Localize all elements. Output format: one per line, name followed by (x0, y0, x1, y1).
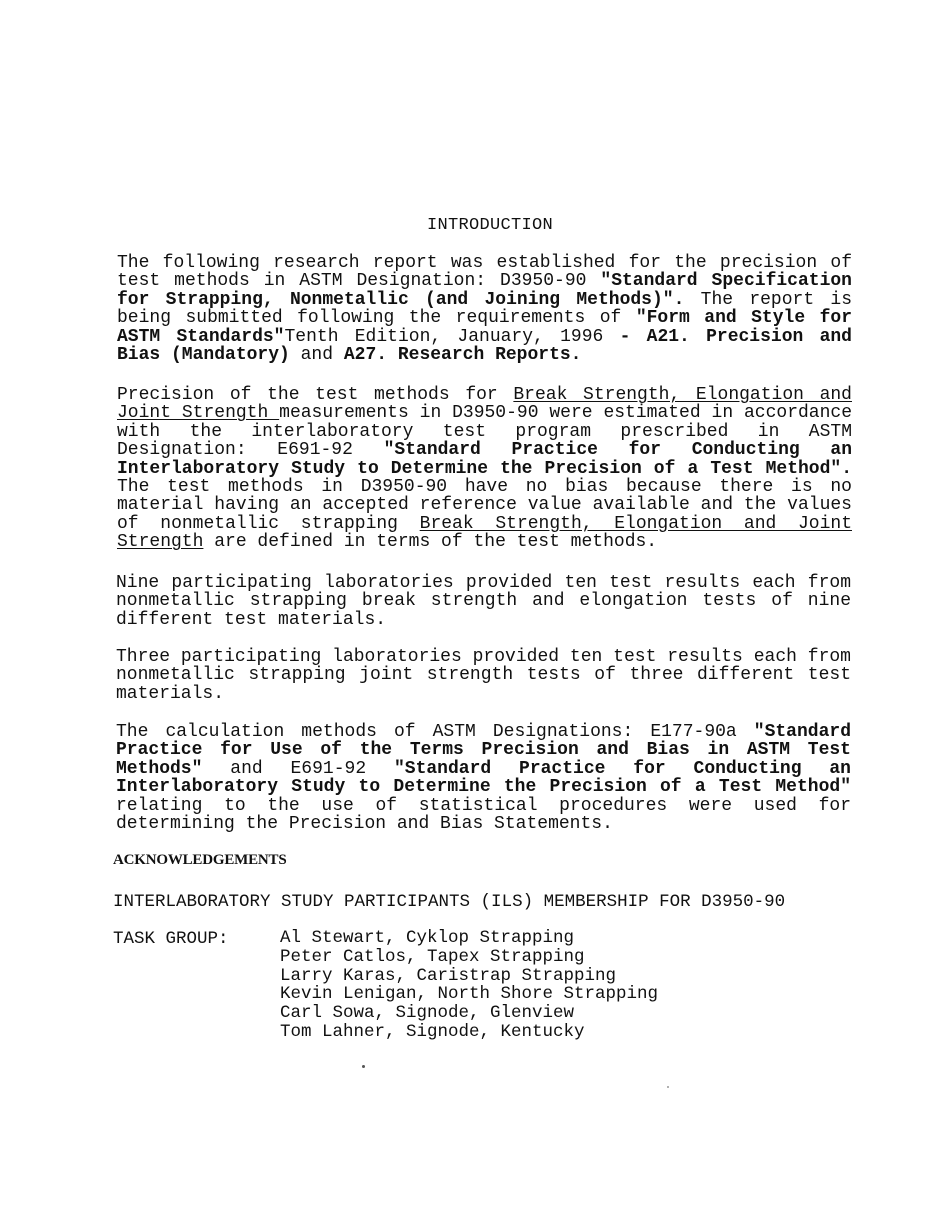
task-group-members (280, 929, 658, 1042)
bold-run: A27. Research Reports. (343, 345, 582, 366)
bold-run: "Standard Specification for Strapping, Nonmetallic (and Joining Methods)". (117, 271, 852, 310)
text-run: The following research report was established for the precision of test methods in ASTM Designation: D3950-90 (117, 253, 852, 292)
ils-heading: INTERLABORATORY STUDY PARTICIPANTS (ILS) MEMBERSHIP FOR D3950-90 (113, 892, 786, 912)
intro-paragraph-2 (117, 386, 852, 552)
underlined-run: Break Strength, Elongation and Joint Strength (117, 385, 852, 424)
text-run: relating to the use of statistical procedures were used for determining the Precision and Bias Statements. (116, 795, 851, 835)
bold-run: "Standard Practice for Conducting an Interlaboratory Study to Determine the Precision of a Test Method" (116, 758, 851, 798)
bold-run: - A21. Precision and Bias (Mandatory) (117, 326, 852, 366)
scan-speck (667, 1086, 669, 1088)
bold-run: "Standard Practice for Conducting an Interlaboratory Study to Determine the Precision of a Test Method". (117, 440, 852, 479)
text-run: Tenth Edition, January, 1996 (284, 326, 620, 347)
intro-paragraph-1 (117, 254, 852, 364)
list-item: Peter Catlos, Tapex Strapping (280, 946, 585, 967)
list-item: Larry Karas, Caristrap Strapping (280, 965, 617, 986)
underlined-run: Break Strength, Elongation and Joint Strength (117, 513, 852, 553)
scan-speck (362, 1065, 365, 1068)
text-run: The calculation methods of ASTM Designations: E177-90a (116, 722, 754, 742)
list-item: Tom Lahner, Signode, Kentucky (280, 1021, 585, 1042)
text-run: The report is being submitted following the requirements of (117, 289, 852, 329)
text-run: Precision of the test methods for (117, 385, 514, 405)
text-run: measurements in D3950-90 were estimated in accordance with the interlaboratory test program prescribed in ASTM Designation: E691-92 (117, 403, 853, 461)
task-group-label: TASK GROUP: (113, 929, 229, 949)
bold-run: "Form and Style for ASTM Standards" (117, 308, 853, 347)
page-title: INTRODUCTION (426, 216, 554, 235)
list-item: Carl Sowa, Signode, Glenview (280, 1003, 575, 1024)
acknowledgements-heading: ACKNOWLEDGEMENTS (113, 852, 287, 868)
intro-paragraph-5 (116, 723, 851, 833)
text-run: and E691-92 (202, 758, 394, 779)
intro-paragraph-3: Nine participating laboratories provided ten test results each from nonmetallic strapping break strength and elongation tests of nine different test materials. (116, 573, 851, 630)
intro-paragraph-4: Three participating laboratories provided ten test results each from nonmetallic strapping joint strength tests of three different test materials. (116, 647, 851, 704)
bold-run: "Standard Practice for Use of the Terms Precision and Bias in ASTM Test Methods" (116, 722, 851, 779)
text-run: are defined in terms of the test methods. (203, 532, 658, 553)
list-item: Al Stewart, Cyklop Strapping (280, 928, 575, 948)
text-run: and (289, 345, 344, 366)
text-run: The test methods in D3950-90 have no bias because there is no material having an accepted reference value available and the values of nonmetallic strapping (117, 477, 852, 534)
list-item: Kevin Lenigan, North Shore Strapping (280, 984, 659, 1005)
